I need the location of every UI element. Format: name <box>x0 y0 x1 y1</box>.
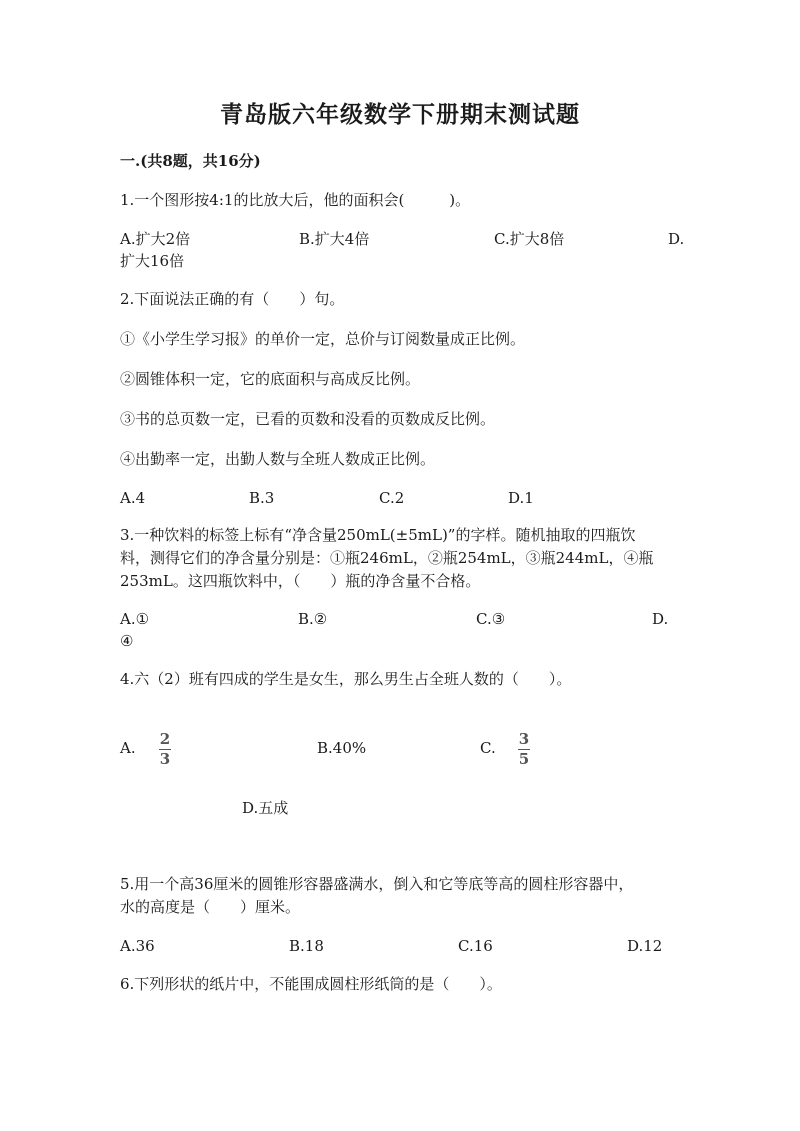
q3-option-d-label: D. <box>652 610 669 628</box>
q1-stem: 1.一个图形按4:1的比放大后，他的面积会( )。 <box>120 191 471 209</box>
q2-statement-2: ②圆锥体积一定，它的底面积与高成反比例。 <box>120 370 421 388</box>
q1-option-d-label: D. <box>668 230 685 248</box>
fraction-numerator: 2 <box>159 730 171 748</box>
q1-option-c: C.扩大8倍 <box>494 230 565 248</box>
q4-option-a-label: A. <box>120 739 136 757</box>
q3-option-b: B.② <box>298 610 328 628</box>
q5-line-2: 水的高度是（ ）厘米。 <box>120 898 301 916</box>
q1-option-d-text: 扩大16倍 <box>120 252 185 270</box>
q3-option-a: A.① <box>120 610 150 628</box>
q1-option-b: B.扩大4倍 <box>299 230 370 248</box>
page-title: 青岛版六年级数学下册期末测试题 <box>220 101 580 128</box>
fraction-denominator: 3 <box>159 750 171 768</box>
q4-option-c-fraction <box>518 731 530 768</box>
fraction-numerator: 3 <box>518 730 530 748</box>
q4-option-a-fraction <box>159 731 171 768</box>
q4-option-c-label: C. <box>480 739 496 757</box>
q4-option-d: D.五成 <box>242 799 289 817</box>
q3-line-2: 料，测得它们的净含量分别是：①瓶246mL，②瓶254mL，③瓶244mL，④瓶 <box>120 549 654 567</box>
q3-line-3: 253mL。这四瓶饮料中，（ ）瓶的净含量不合格。 <box>120 572 481 590</box>
q2-statement-1: ①《小学生学习报》的单价一定，总价与订阅数量成正比例。 <box>120 330 526 348</box>
q1-option-a: A.扩大2倍 <box>120 230 191 248</box>
q2-option-c: C.2 <box>379 489 405 507</box>
q5-line-1: 5.用一个高36厘米的圆锥形容器盛满水，倒入和它等底等高的圆柱形容器中， <box>120 875 634 893</box>
q3-line-1: 3.一种饮料的标签上标有“净含量250mL(±5mL)”的字样。随机抽取的四瓶饮 <box>120 526 636 544</box>
q4-option-b: B.40% <box>317 739 367 757</box>
q2-option-a: A.4 <box>120 489 146 507</box>
q2-option-d: D.1 <box>508 489 534 507</box>
q5-option-b: B.18 <box>289 937 324 955</box>
fraction-denominator: 5 <box>518 750 530 768</box>
section-heading: 一.(共8题，共16分) <box>120 152 261 170</box>
q5-option-a: A.36 <box>120 937 155 955</box>
q2-option-b: B.3 <box>249 489 275 507</box>
q4-stem: 4.六（2）班有四成的学生是女生，那么男生占全班人数的（ ）。 <box>120 670 572 688</box>
q2-statement-3: ③书的总页数一定，已看的页数和没看的页数成反比例。 <box>120 410 496 428</box>
q2-statement-4: ④出勤率一定，出勤人数与全班人数成正比例。 <box>120 450 436 468</box>
q2-stem: 2.下面说法正确的有（ ）句。 <box>120 290 345 308</box>
q5-option-c: C.16 <box>458 937 493 955</box>
q5-option-d: D.12 <box>627 937 663 955</box>
q3-option-d-text: ④ <box>120 632 134 650</box>
q3-option-c: C.③ <box>476 610 506 628</box>
q6-stem: 6.下列形状的纸片中，不能围成圆柱形纸筒的是（ ）。 <box>120 975 502 993</box>
